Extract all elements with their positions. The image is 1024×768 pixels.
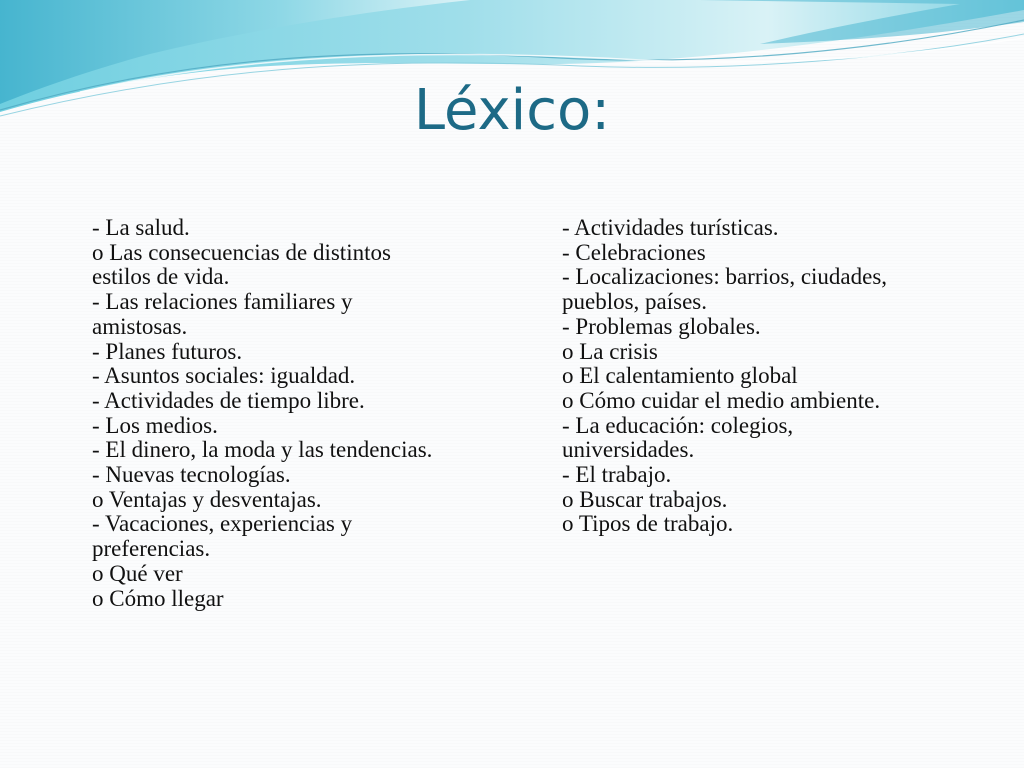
list-item: - El dinero, la moda y las tendencias. [92, 437, 433, 463]
left-topic-list [92, 216, 507, 611]
list-item: o Cómo cuidar el medio ambiente. [562, 387, 881, 413]
slide-title: Léxico: [413, 78, 611, 143]
list-item: o Cómo llegar [92, 585, 224, 611]
list-item: - Los medios. [92, 412, 218, 438]
list-item: estilos de vida. [92, 264, 230, 290]
list-item: o Tipos de trabajo. [562, 511, 734, 537]
list-item: - La educación: colegios, [562, 412, 794, 438]
list-item: - Actividades turísticas. [562, 215, 779, 240]
list-item: - El trabajo. [562, 462, 672, 488]
list-item: amistosas. [92, 313, 188, 339]
list-item: o Qué ver [92, 560, 183, 586]
list-item: - Asuntos sociales: igualdad. [92, 363, 356, 389]
list-item: o Buscar trabajos. [562, 486, 728, 512]
list-item: - La salud. [92, 215, 190, 240]
right-topic-list [562, 216, 962, 537]
list-item: - Nuevas tecnologías. [92, 462, 291, 488]
list-item: - Actividades de tiempo libre. [92, 387, 365, 413]
list-item: - Problemas globales. [562, 313, 761, 339]
list-item: o Las consecuencias de distintos [92, 239, 391, 265]
list-item: - Planes futuros. [92, 338, 243, 364]
list-item: - Vacaciones, experiencias y [92, 511, 353, 537]
list-item: pueblos, países. [562, 289, 708, 315]
list-item: - Celebraciones [562, 239, 706, 265]
list-item: o Ventajas y desventajas. [92, 486, 322, 512]
list-item: o La crisis [562, 338, 658, 364]
list-item: universidades. [562, 437, 695, 463]
list-item: preferencias. [92, 536, 211, 562]
list-item: - Las relaciones familiares y [92, 289, 353, 315]
list-item: o El calentamiento global [562, 363, 798, 389]
list-item: - Localizaciones: barrios, ciudades, [562, 264, 888, 290]
